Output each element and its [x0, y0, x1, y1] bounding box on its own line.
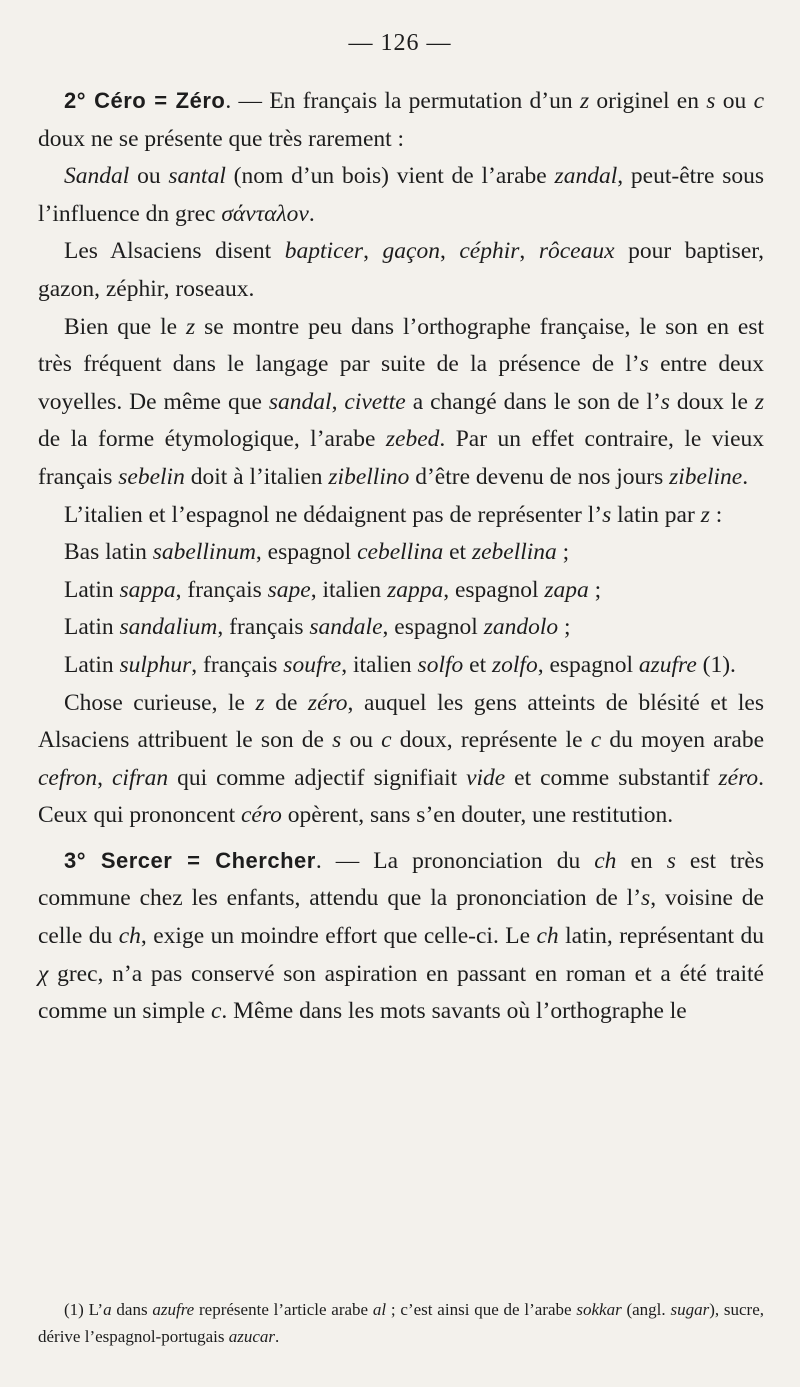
text-run: ; c’est ainsi que de l’arabe	[386, 1300, 577, 1319]
text-run: latin, représentant du	[558, 923, 764, 950]
section-heading: 2° Céro = Zéro	[64, 88, 226, 113]
italic-word: sandalium	[119, 614, 218, 641]
text-run: dans	[111, 1300, 153, 1319]
text-run: doux, représente le	[391, 727, 591, 754]
text-run: , espagnol	[537, 651, 639, 678]
text-run: ,	[331, 388, 345, 415]
italic-word: s	[641, 885, 651, 912]
page-number: — 126 —	[348, 30, 452, 56]
text-run: :	[709, 501, 723, 528]
text-run: , français	[175, 576, 268, 603]
text-run: ou	[341, 727, 382, 754]
italic-word: rôceaux	[538, 238, 615, 265]
italic-word: vide	[466, 764, 506, 791]
italic-word: χ	[38, 960, 49, 987]
italic-word: s	[602, 501, 612, 528]
text-run: Les Alsaciens disent	[64, 238, 285, 265]
text-run: .	[275, 1327, 280, 1346]
text-run: Bien que le	[64, 313, 187, 340]
italic-word: céphir	[459, 238, 520, 265]
text-run: entre deux voyelles. De même que	[38, 351, 764, 415]
text-run: . Même dans les mots savants où l’orthographe le	[221, 998, 687, 1025]
text-run: ou	[129, 163, 169, 190]
paragraph	[38, 233, 764, 308]
italic-word: azufre	[638, 651, 697, 678]
italic-word: cefron	[38, 764, 98, 791]
italic-word: zandolo	[483, 614, 559, 641]
text-run: , voisine de celle du	[38, 885, 764, 950]
text-run: (nom d’un bois) vient de l’arabe	[225, 163, 555, 190]
text-run: , exige un moindre effort que celle-ci. Le	[140, 923, 537, 950]
italic-word: gaçon	[382, 238, 440, 265]
text-run: .	[308, 200, 315, 227]
italic-word: s	[666, 847, 676, 874]
section-heading: 3° Sercer = Chercher	[64, 847, 316, 873]
italic-word: zandal	[554, 163, 618, 190]
paragraph	[38, 534, 764, 572]
italic-word: zapa	[544, 576, 589, 603]
italic-word: a	[103, 1300, 112, 1319]
italic-word: σάνταλον	[221, 200, 309, 227]
italic-word: soufre	[283, 651, 342, 678]
italic-word: sape	[267, 576, 311, 603]
text-run: , italien	[310, 576, 388, 603]
text-run: ;	[588, 576, 602, 603]
italic-word: santal	[168, 163, 226, 190]
text-run: a changé dans le son de l’	[405, 388, 661, 415]
text-run: pour baptiser, gazon, zéphir, roseaux.	[38, 238, 765, 302]
italic-word: zéro	[307, 689, 348, 716]
text-run: . Ceux qui prononcent	[38, 764, 765, 829]
footnote-text	[38, 1296, 764, 1350]
text-run: ,	[439, 238, 460, 265]
text-run: , espagnol	[443, 576, 545, 603]
text-run: , français	[191, 651, 284, 678]
text-run: L’italien et l’espagnol ne dédaignent pas de représenter l’	[64, 501, 603, 528]
footnote	[38, 1296, 764, 1350]
text-run: de la forme étymologique, l’arabe	[38, 426, 386, 453]
text-run: . Par un effet contraire, le vieux français	[38, 426, 764, 490]
italic-word: s	[332, 727, 342, 754]
paragraph	[38, 82, 764, 158]
italic-word: sandale	[309, 614, 383, 641]
italic-word: sabellinum	[152, 539, 256, 566]
italic-word: sappa	[119, 576, 176, 603]
paragraph	[38, 572, 764, 610]
text-run: , français	[217, 614, 310, 641]
text-run: représente l’article arabe	[194, 1300, 373, 1319]
italic-word: azufre	[152, 1300, 195, 1319]
text-run: (1).	[696, 651, 736, 678]
italic-word: Sandal	[64, 163, 130, 190]
paragraph	[38, 309, 764, 497]
italic-word: zolfo	[491, 651, 538, 678]
italic-word: c	[753, 88, 765, 114]
italic-word: z	[186, 313, 196, 340]
text-run: (1) L’	[64, 1300, 104, 1319]
body-text	[38, 82, 764, 1031]
italic-word: z	[754, 388, 765, 415]
text-run: d’être devenu de nos jours	[409, 463, 670, 490]
italic-word: s	[660, 388, 670, 415]
text-run: se montre peu dans l’orthographe française, le son en est très fréquent dans le langage par suite de la présence de l’	[38, 313, 765, 378]
italic-word: cifran	[112, 764, 169, 791]
text-run: et	[443, 539, 472, 566]
text-run: , peut-être sous l’influence dn grec	[38, 163, 765, 227]
text-run: originel en	[589, 88, 707, 114]
italic-word: sugar	[670, 1300, 710, 1319]
italic-word: sokkar	[576, 1300, 622, 1319]
text-run: qui comme adjectif signifiait	[168, 764, 467, 791]
text-run: doux le	[669, 388, 755, 415]
text-run: ;	[556, 539, 570, 566]
italic-word: ch	[536, 923, 559, 950]
italic-word: sebelin	[118, 463, 185, 490]
italic-word: al	[372, 1300, 387, 1319]
text-run: , espagnol	[382, 614, 484, 641]
italic-word: civette	[344, 388, 406, 415]
text-run: ), sucre, dérive l’espagnol-portugais	[38, 1300, 765, 1346]
text-run: ,	[97, 764, 112, 791]
paragraph	[38, 685, 764, 835]
italic-word: zibellino	[328, 463, 410, 490]
italic-word: solfo	[417, 651, 464, 678]
text-run: , espagnol	[255, 539, 358, 566]
text-run: doit à l’italien	[184, 463, 329, 490]
italic-word: zibeline	[669, 463, 743, 490]
italic-word: s	[639, 351, 649, 378]
italic-word: sandal	[268, 388, 332, 415]
italic-word: c	[590, 727, 602, 754]
text-run: (angl.	[621, 1300, 671, 1319]
text-run: Latin	[64, 614, 120, 641]
text-run: Latin	[64, 576, 120, 603]
text-run: . — En français la permutation d’un	[225, 88, 580, 114]
italic-word: c	[210, 998, 222, 1025]
italic-word: z	[700, 501, 710, 528]
text-run: , auquel les gens atteints de blésité et les Alsaciens attribuent le son de	[38, 689, 764, 754]
italic-word: zebellina	[471, 539, 557, 566]
text-run: ,	[519, 238, 539, 265]
paragraph	[38, 158, 764, 233]
text-run: ou	[715, 88, 754, 114]
text-run: est très commune chez les enfants, attendu que la prononciation de l’	[38, 847, 764, 912]
text-run: ;	[558, 614, 571, 641]
text-run: de	[264, 689, 308, 716]
paragraph	[38, 842, 764, 1031]
italic-word: zéro	[718, 764, 759, 791]
text-run: en	[616, 847, 667, 874]
italic-word: zebed	[385, 426, 440, 453]
text-run: grec, n’a pas conservé son aspiration en passant en roman et a été traité comme un simple	[38, 960, 764, 1025]
italic-word: céro	[240, 802, 282, 829]
italic-word: ch	[118, 923, 141, 950]
italic-word: sulphur	[119, 651, 192, 678]
text-run: , italien	[341, 651, 418, 678]
text-run: opèrent, sans s’en douter, une restitution.	[281, 802, 674, 829]
text-run: .	[742, 463, 749, 490]
text-run: Latin	[64, 651, 120, 678]
italic-word: c	[381, 727, 392, 754]
italic-word: bapticer	[284, 238, 364, 265]
italic-word: z	[579, 88, 590, 114]
text-run: du moyen arabe	[601, 727, 765, 754]
italic-word: s	[706, 88, 716, 114]
italic-word: zappa	[387, 576, 444, 603]
italic-word: cebellina	[357, 539, 444, 566]
italic-word: azucar	[228, 1327, 275, 1346]
paragraph	[38, 647, 764, 685]
text-run: doux ne se présente que très rarement :	[38, 125, 405, 152]
text-run: . — La prononciation du	[315, 847, 595, 874]
text-run: Chose curieuse, le	[64, 689, 256, 716]
text-run: et	[463, 651, 492, 678]
paragraph	[38, 497, 764, 535]
italic-word: ch	[594, 847, 617, 874]
italic-word: z	[255, 689, 265, 716]
text-run: et comme substantif	[505, 764, 719, 791]
text-run: latin par	[611, 501, 701, 528]
paragraph	[38, 609, 764, 647]
text-run: Bas latin	[64, 539, 153, 566]
text-run: ,	[363, 238, 383, 265]
